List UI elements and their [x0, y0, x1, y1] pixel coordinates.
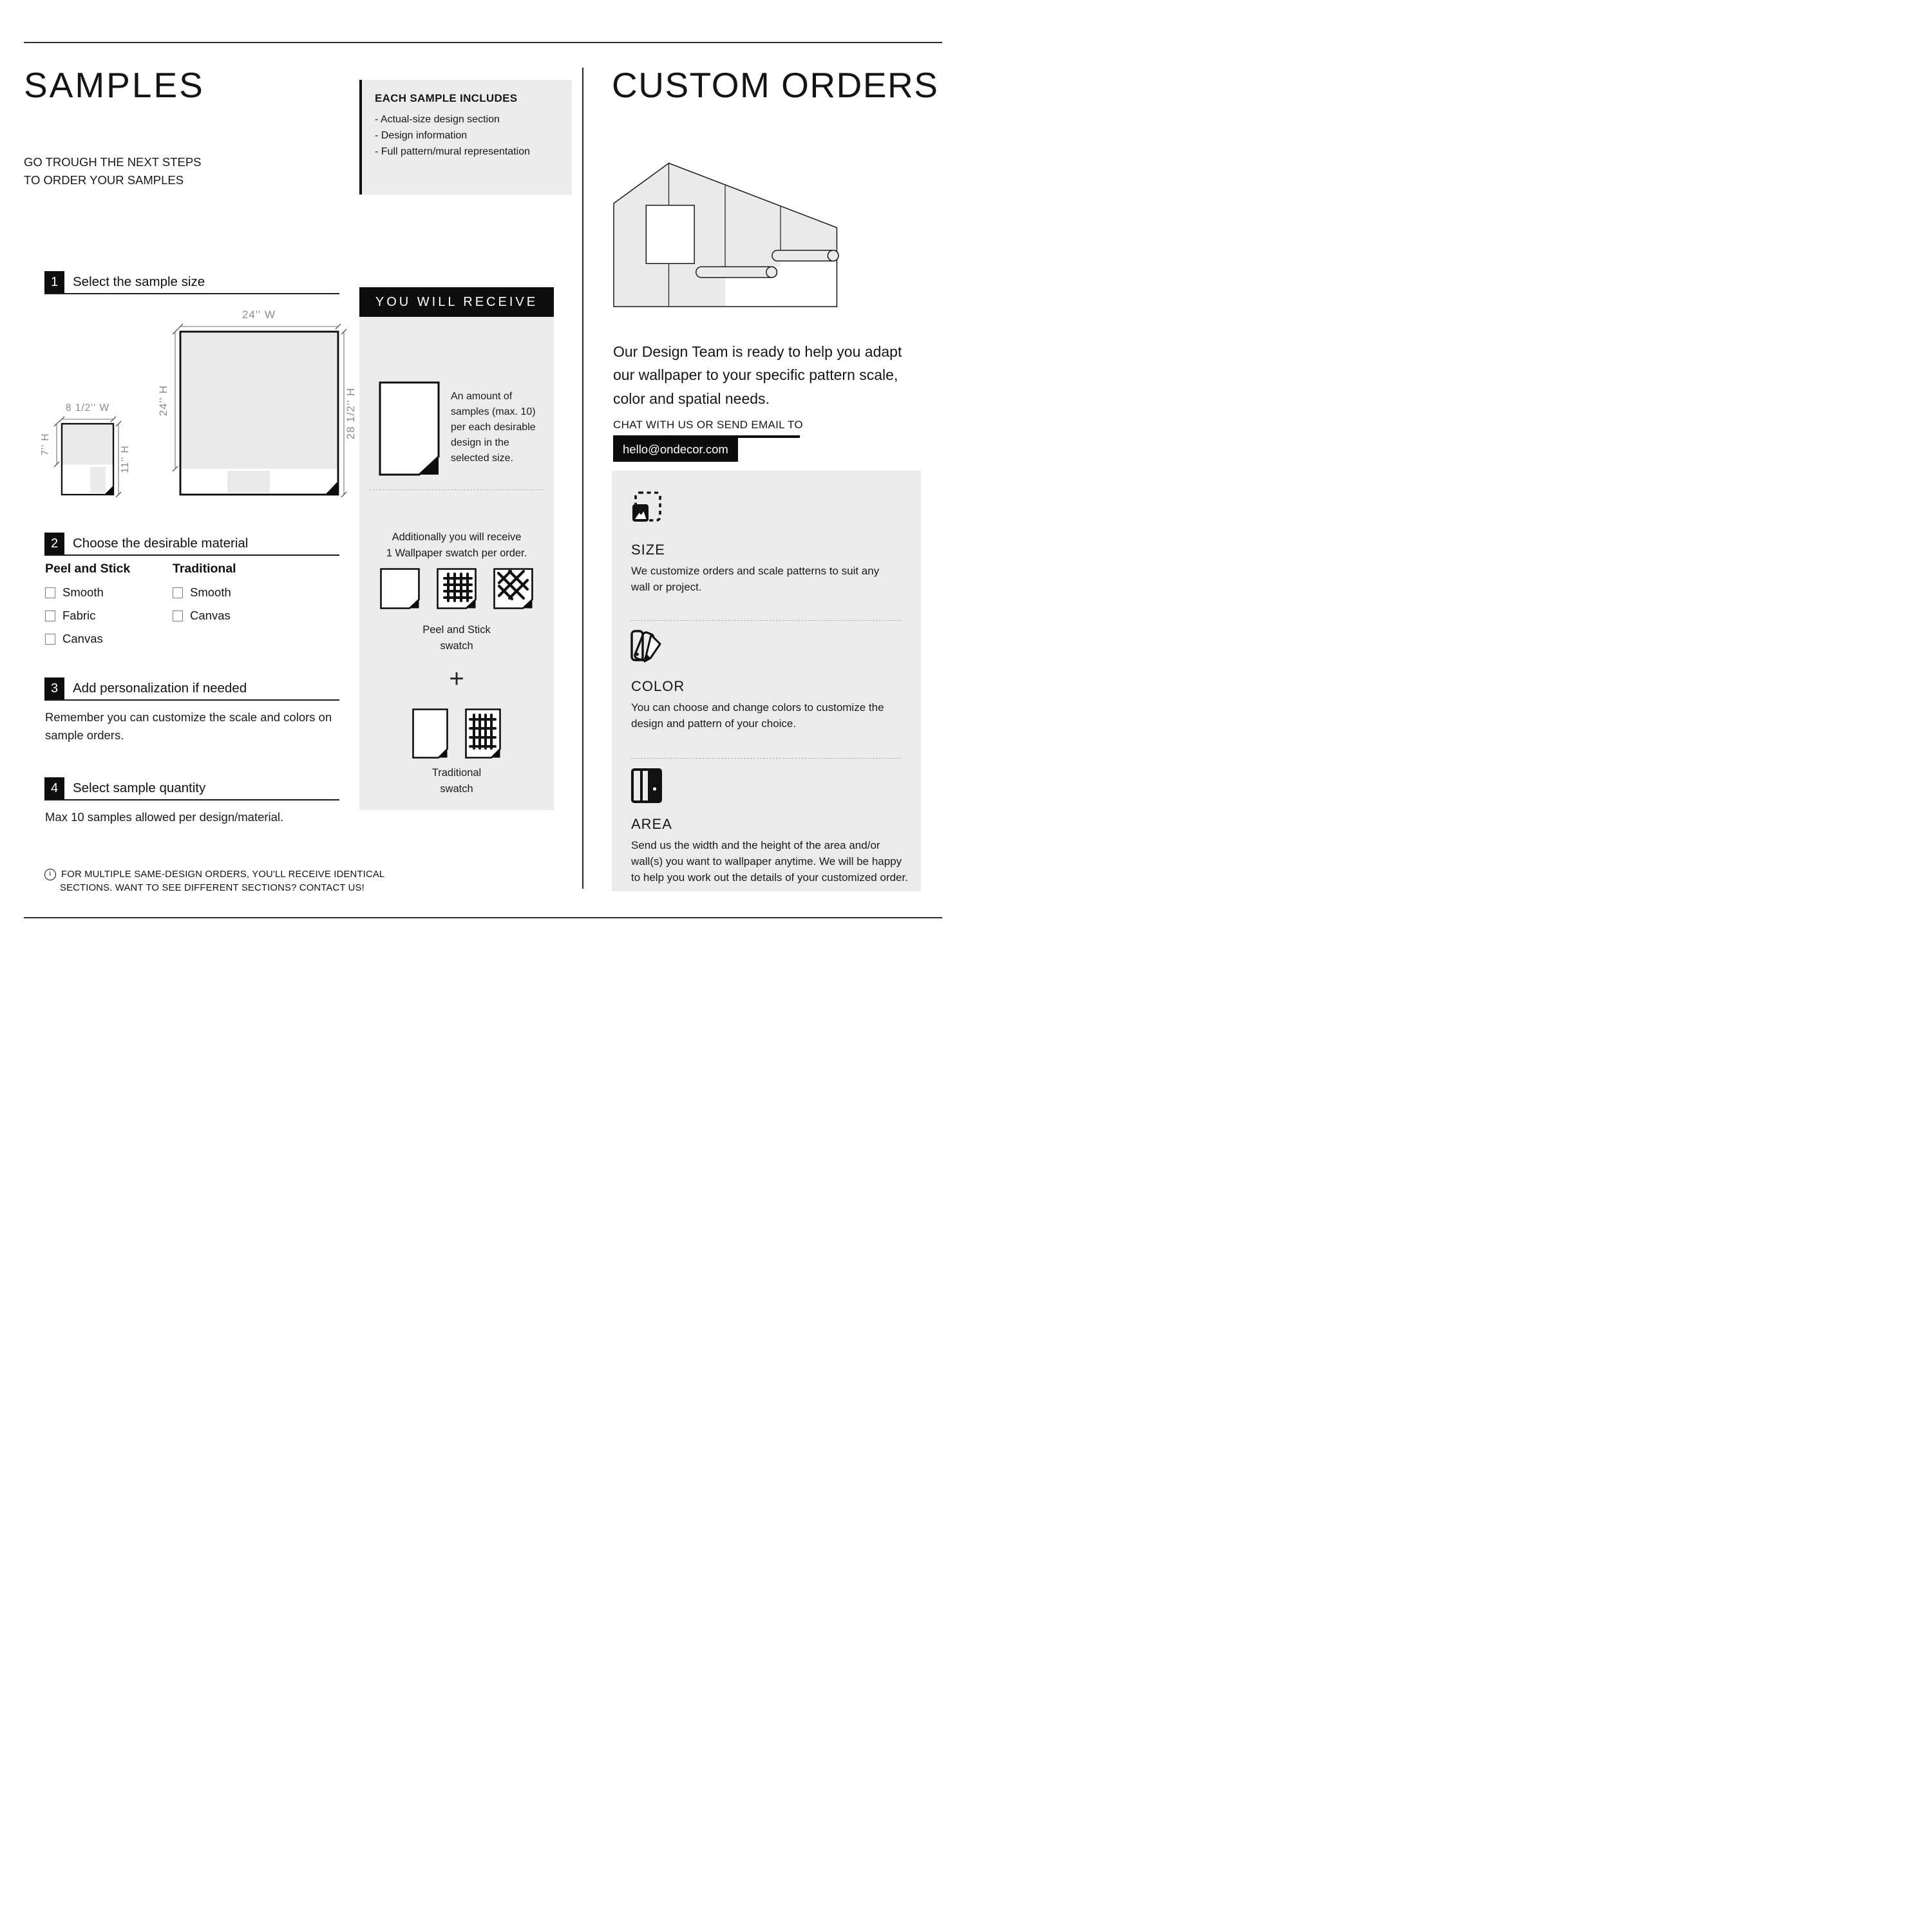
- chat-label: CHAT WITH US OR SEND EMAIL TO: [613, 419, 803, 431]
- material-option: [45, 609, 130, 623]
- material-label: Fabric: [62, 609, 96, 622]
- material-label: Smooth: [190, 585, 231, 599]
- sample-sheet-icon: [379, 381, 440, 476]
- custom-orders-panel: [612, 471, 921, 891]
- samples-intro: [24, 153, 202, 189]
- area-icon: [631, 768, 662, 803]
- step-4-underline: [44, 799, 339, 800]
- checkbox-canvas-ps[interactable]: [45, 634, 55, 645]
- swatch-blank-portrait-icon: [412, 708, 448, 759]
- step-3-underline: [44, 699, 339, 701]
- size-body: We customize orders and scale patterns to suit any wall or project.: [631, 565, 880, 593]
- checkbox-canvas-trad[interactable]: [173, 611, 183, 621]
- traditional-swatch-icon-row: [359, 708, 554, 759]
- large-width-label: 24'' W: [242, 308, 276, 321]
- small-height-right-label: 11'' H: [120, 445, 131, 473]
- traditional-swatch-label-line1: Traditional: [431, 767, 482, 779]
- step-2: [44, 533, 341, 554]
- traditional-swatch-label-line2: swatch: [440, 782, 473, 795]
- note-line1: FOR MULTIPLE SAME-DESIGN ORDERS, YOU'LL RECEIVE IDENTICAL: [61, 869, 385, 880]
- additionally-line1: Additionally you will receive: [392, 531, 522, 543]
- material-col-peel-and-stick: [45, 562, 130, 646]
- info-icon: i: [44, 869, 56, 880]
- size-heading: SIZE: [631, 542, 665, 558]
- material-option: [45, 585, 130, 600]
- samples-title: SAMPLES: [24, 65, 205, 105]
- includes-item: - Actual-size design section: [375, 114, 500, 125]
- includes-item: - Full pattern/mural representation: [375, 146, 530, 157]
- email-badge[interactable]: hello@ondecor.com: [613, 437, 738, 462]
- swatch-grid-icon: [437, 568, 477, 609]
- wallpaper-roll-lower: [696, 267, 777, 278]
- color-icon: [630, 629, 663, 663]
- house-wallpaper-illustration: [613, 162, 840, 308]
- peel-and-stick-title: Peel and Stick: [45, 562, 131, 576]
- step-1-number: 1: [44, 271, 64, 293]
- step-1-title: Select the sample size: [73, 274, 205, 289]
- size-icon: [631, 490, 663, 524]
- custom-orders-title: CUSTOM ORDERS: [612, 65, 939, 105]
- step-3-title: Add personalization if needed: [73, 681, 247, 696]
- color-body: You can choose and change colors to customize the design and pattern of your choice.: [631, 701, 884, 730]
- swatch-crosshatch-icon: [493, 568, 533, 609]
- dashed-divider: [370, 489, 544, 490]
- step-3: [44, 677, 341, 699]
- small-height-left-label: 7'' H: [40, 433, 51, 456]
- step-3-body: Remember you can customize the scale and colors on sample orders.: [45, 710, 332, 742]
- additionally-text: [359, 529, 554, 562]
- small-width-label: 8 1/2'' W: [65, 402, 110, 413]
- area-heading: AREA: [631, 816, 672, 832]
- checkbox-smooth-ps[interactable]: [45, 587, 55, 598]
- each-sample-includes-box: [359, 80, 572, 194]
- includes-item: - Design information: [375, 129, 468, 141]
- samples-intro-line2: TO ORDER YOUR SAMPLES: [24, 173, 184, 187]
- step-4: [44, 777, 341, 799]
- step-4-body: Max 10 samples allowed per design/material.: [45, 810, 284, 824]
- peel-swatch-label-line1: Peel and Stick: [422, 624, 491, 636]
- samples-amount-text: An amount of samples (max. 10) per each desirable design in the selected size.: [451, 391, 536, 464]
- traditional-title: Traditional: [173, 562, 236, 576]
- step-4-number: 4: [44, 777, 64, 799]
- traditional-swatch-label: [359, 765, 554, 797]
- step-4-title: Select sample quantity: [73, 781, 206, 795]
- plus-sign: +: [449, 665, 464, 693]
- material-option: [45, 632, 130, 646]
- step-1: [44, 271, 341, 293]
- step-2-underline: [44, 554, 339, 556]
- you-will-receive-banner: YOU WILL RECEIVE: [359, 287, 554, 317]
- wallpaper-roll-upper: [772, 251, 838, 261]
- peel-swatch-icon-row: [359, 568, 554, 609]
- material-option: [173, 585, 236, 600]
- material-col-traditional: [173, 562, 236, 623]
- same-design-note: [44, 868, 457, 896]
- step-2-title: Choose the desirable material: [73, 536, 249, 551]
- email-badge-wrap: [613, 437, 738, 462]
- step-2-number: 2: [44, 533, 64, 554]
- flyer-page: [0, 0, 966, 966]
- material-label: Canvas: [190, 609, 231, 622]
- note-line2: SECTIONS. WANT TO SEE DIFFERENT SECTIONS? CONTACT US!: [60, 883, 365, 894]
- design-team-intro: Our Design Team is ready to help you adapt our wallpaper to your specific pattern scale, color and spatial needs.: [613, 343, 902, 407]
- swatch-blank-icon: [380, 568, 420, 609]
- peel-swatch-label: [359, 622, 554, 654]
- material-label: Canvas: [62, 632, 103, 645]
- color-heading: COLOR: [631, 678, 685, 694]
- you-will-receive-box: [359, 317, 554, 810]
- small-sample-diagram: [40, 402, 131, 497]
- includes-title: EACH SAMPLE INCLUDES: [375, 92, 518, 104]
- large-sample-diagram: [157, 308, 357, 497]
- checkbox-fabric-ps[interactable]: [45, 611, 55, 621]
- top-rule: [24, 42, 942, 43]
- area-body: Send us the width and the height of the area and/or wall(s) you want to wallpaper anytime. We will be happy to help you work out the details of your customized order.: [631, 839, 908, 884]
- material-label: Smooth: [62, 585, 104, 599]
- panel-divider-1: [631, 620, 900, 621]
- bottom-rule: [24, 917, 942, 918]
- samples-intro-line1: GO TROUGH THE NEXT STEPS: [24, 155, 202, 169]
- additionally-line2: 1 Wallpaper swatch per order.: [386, 547, 527, 559]
- column-divider: [582, 68, 583, 889]
- peel-swatch-label-line2: swatch: [440, 639, 473, 652]
- swatch-grid-portrait-icon: [465, 708, 501, 759]
- large-height-right-label: 28 1/2'' H: [345, 387, 357, 440]
- large-height-left-label: 24'' H: [157, 384, 169, 417]
- step-3-number: 3: [44, 677, 64, 699]
- sample-size-diagram: [24, 301, 365, 502]
- step-1-underline: [44, 293, 339, 294]
- panel-divider-2: [631, 758, 900, 759]
- material-option: [173, 609, 236, 623]
- checkbox-smooth-trad[interactable]: [173, 587, 183, 598]
